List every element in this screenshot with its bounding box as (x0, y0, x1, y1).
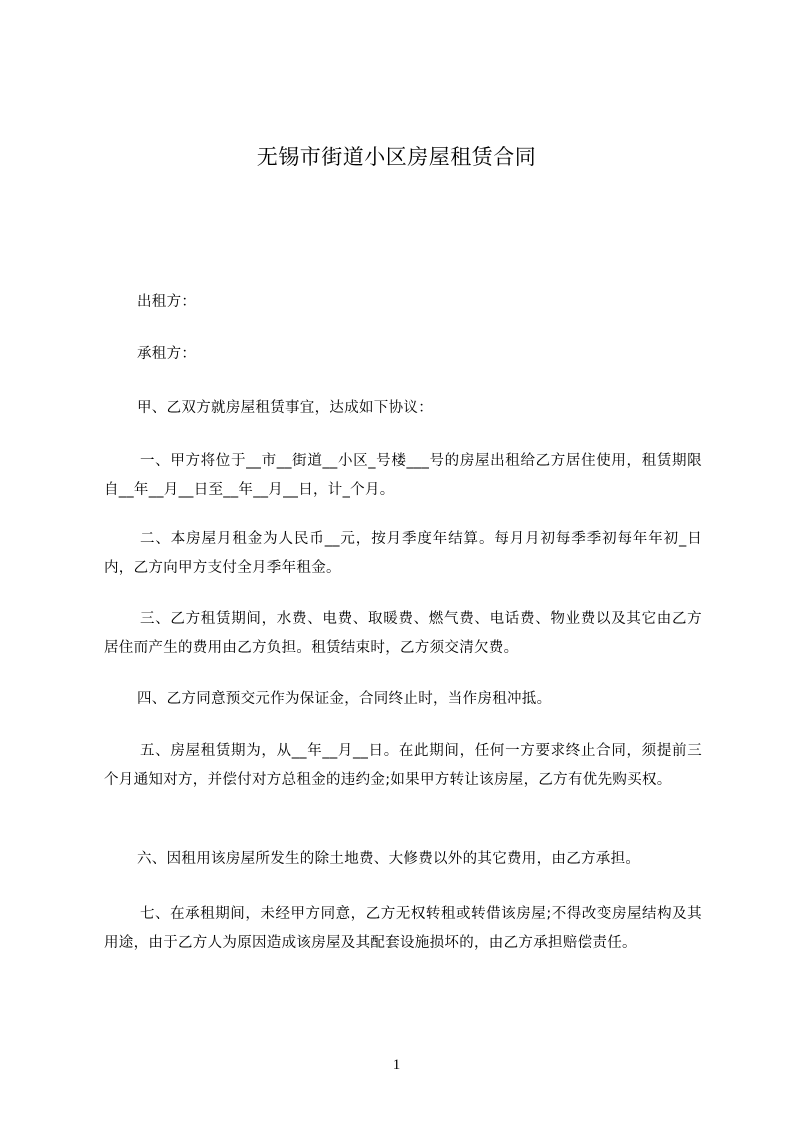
clause-6: 六、因租用该房屋所发生的除土地费、大修费以外的其它费用，由乙方承担。 (137, 851, 641, 867)
lessor-line: 出租方： (137, 294, 197, 310)
page-number: 1 (392, 1057, 401, 1073)
clause-7: 七、在承租期间，未经甲方同意，乙方无权转租或转借该房屋;不得改变房屋结构及其用途，由于乙方人为原因造成该房屋及其配套设施损坏的，由乙方承担赔偿责任。 (104, 906, 702, 951)
document-title: 无锡市街道小区房屋租赁合同 (256, 145, 537, 169)
clause-3: 三、乙方租赁期间，水费、电费、取暖费、燃气费、电话费、物业费以及其它由乙方居住而产生的费用由乙方负担。租赁结束时，乙方须交清欠费。 (104, 611, 702, 656)
lessee-line: 承租方： (137, 346, 197, 362)
clause-2: 二、本房屋月租金为人民币__元，按月季度年结算。每月月初每季季初每年年初_日内，乙方向甲方支付全月季年租金。 (104, 531, 702, 576)
clause-1: 一、甲方将位于__市__街道__小区_号楼___号的房屋出租给乙方居住使用，租赁期限自__年__月__日至__年__月__日，计_个月。 (104, 453, 702, 498)
clause-4: 四、乙方同意预交元作为保证金，合同终止时，当作房租冲抵。 (137, 691, 552, 707)
clause-5: 五、房屋租赁期为，从__年__月__日。在此期间，任何一方要求终止合同，须提前三个月通知对方，并偿付对方总租金的违约金;如果甲方转让该房屋，乙方有优先购买权。 (104, 743, 702, 788)
agreement-intro: 甲、乙双方就房屋租赁事宜，达成如下协议： (137, 400, 433, 416)
